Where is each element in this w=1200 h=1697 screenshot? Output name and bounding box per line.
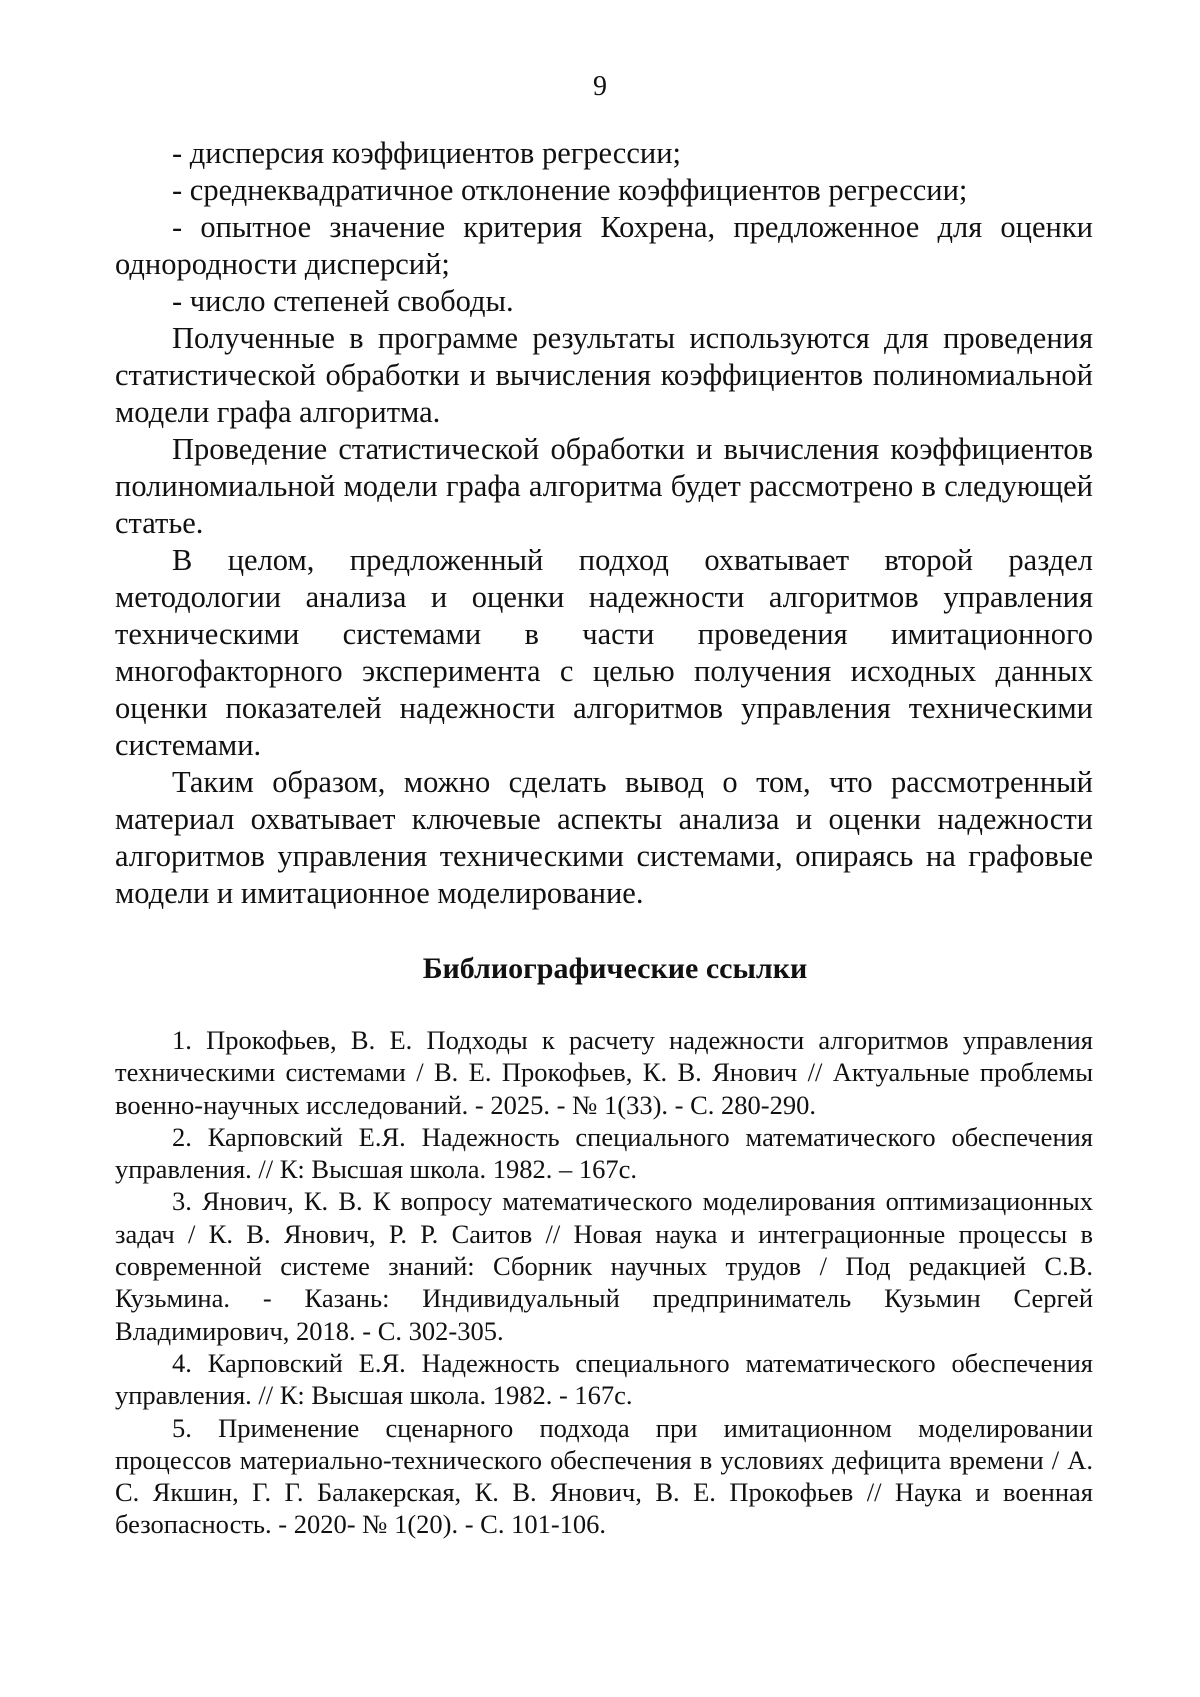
list-item: - дисперсия коэффициентов регрессии; xyxy=(172,136,681,170)
paragraph: Таким образом, можно сделать вывод о том, что рассмотренный материал охватывает ключевые аспекты анализа и оценки надежности алгоритмов управления техническими системами, опираясь на графовые модели и имитационное моделирование. xyxy=(115,765,1093,910)
reference-item: 4. Карповский Е.Я. Надежность специального математического обеспечения управления. // К: Высшая школа. 1982. - 167с. xyxy=(115,1347,1093,1411)
paragraph: В целом, предложенный подход охватывает второй раздел методологии анализа и оценки надежности алгоритмов управления техническими системами в части проведения имитационного многофакторного эксперимента с целью получения исходных данных оценки показателей надежности алгоритмов управления техническими системами. xyxy=(115,543,1093,762)
list-item: - число степеней свободы. xyxy=(172,284,514,318)
page-number: 9 xyxy=(593,71,607,102)
references-heading: Библиографические ссылки xyxy=(422,952,808,985)
reference-item: 2. Карповский Е.Я. Надежность специального математического обеспечения управления. // К: Высшая школа. 1982. – 167с. xyxy=(115,1121,1093,1185)
reference-item: 3. Янович, К. В. К вопросу математического моделирования оптимизационных задач / К. В. Янович, Р. Р. Саитов // Новая наука и интеграционные процессы в современной системе знаний: Сборник научных трудов / Под редакцией С.В. Кузьмина. - Казань: Индивидуальный предприниматель Кузьмин Сергей Владимирович, 2018. - С. 302-305. xyxy=(115,1186,1093,1346)
list-item: - опытное значение критерия Кохрена, предложенное для оценки однородности дисперсий; xyxy=(115,210,1093,281)
reference-item: 5. Применение сценарного подхода при имитационном моделировании процессов материально-технического обеспечения в условиях дефицита времени / А. С. Якшин, Г. Г. Балакерская, К. В. Янович, В. Е. Прокофьев // Наука и военная безопасность. - 2020- № 1(20). - С. 101-106. xyxy=(115,1412,1093,1540)
paragraph: Полученные в программе результаты используются для проведения статистической обработки и вычисления коэффициентов полиномиальной модели графа алгоритма. xyxy=(115,321,1093,429)
list-item: - среднеквадратичное отклонение коэффициентов регрессии; xyxy=(172,173,968,207)
reference-item: 1. Прокофьев, В. Е. Подходы к расчету надежности алгоритмов управления техническими системами / В. Е. Прокофьев, К. В. Янович // Актуальные проблемы военно-научных исследований. - 2025. - № 1(33). - С. 280-290. xyxy=(115,1025,1093,1120)
body-text xyxy=(115,135,1093,912)
paragraph: Проведение статистической обработки и вычисления коэффициентов полиномиальной модели графа алгоритма будет рассмотрено в следующей статье. xyxy=(115,432,1093,540)
references-list xyxy=(115,1024,1093,1541)
